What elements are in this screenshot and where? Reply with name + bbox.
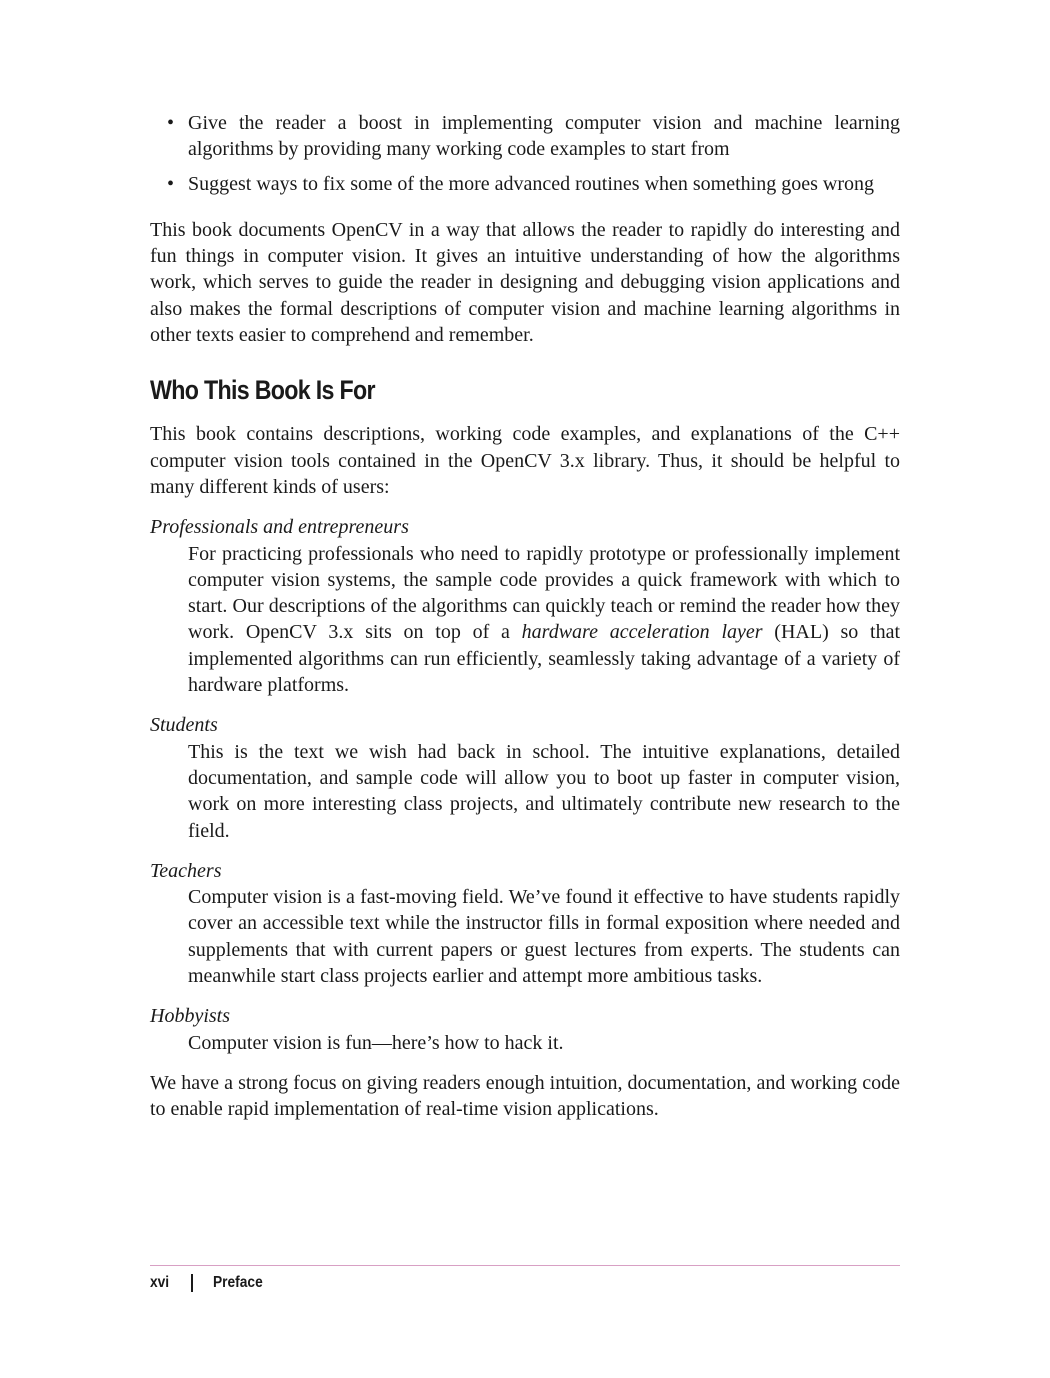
audience-description: Computer vision is a fast-moving field. We’ve found it effective to have students rapidly cover an accessible text while the instructor fills in formal exposition where needed and supplements that with current papers or guest lectures from experts. The students can meanwhile start class projects earlier and attempt more ambitious tasks. [188, 886, 900, 988]
audience-description-text: (HAL) so that implemented algorithms can run efficiently, seamlessly taking advantage of a variety of hardware platforms. [188, 621, 901, 697]
audience-term: Professionals and entrepreneurs [150, 516, 409, 539]
section-lead-paragraph: This book contains descriptions, working code examples, and explanations of the C++ computer vision tools contained in the OpenCV 3.x library. Thus, it should be helpful to many different kinds of users: [150, 423, 900, 498]
bullet-text: Give the reader a boost in implementing computer vision and machine learning algorithms by providing many working code examples to start from [188, 112, 900, 161]
audience-description: This is the text we wish had back in school. The intuitive explanations, detailed documentation, and sample code will allow you to boot up faster in computer vision, work on more interesting class projects, and ultimately contribute new research to the field. [188, 740, 900, 842]
audience-description [188, 541, 900, 699]
running-title: Preface [213, 1274, 263, 1291]
bullet-list [150, 110, 900, 197]
page-body [150, 110, 900, 1123]
list-item [150, 110, 900, 163]
page-footer [150, 1272, 271, 1294]
footer-divider [150, 1265, 900, 1266]
bullet-icon: • [167, 172, 175, 195]
closing-paragraph: We have a strong focus on giving readers enough intuition, documentation, and working code to enable rapid implementation of real-time vision applications. [150, 1071, 900, 1121]
audience-description-emphasis: hardware acceleration layer [521, 621, 763, 644]
list-item [150, 171, 900, 197]
section-heading: Who This Book Is For [150, 375, 375, 406]
page-number: xvi [150, 1274, 170, 1291]
audience-term: Hobbyists [150, 1005, 230, 1028]
audience-list [150, 514, 900, 1056]
audience-term: Teachers [150, 859, 222, 882]
intro-paragraph: This book documents OpenCV in a way that allows the reader to rapidly do interesting and fun things in computer vision. It gives an intuitive understanding of how the algorithms work, which serves to guide the reader in designing and debugging vision applications and also makes the formal descriptions of computer vision and machine learning algorithms in other texts easier to comprehend and remember. [150, 218, 900, 347]
audience-description-text: For practicing professionals who need to rapidly prototype or professionally implement computer vision systems, the sample code provides a quick framework with which to start. Our descriptions of the algorithms can quickly teach or remind the reader how they work. OpenCV 3.x sits on top of a [188, 542, 900, 644]
bullet-icon: • [167, 112, 175, 134]
bullet-text: Suggest ways to fix some of the more advanced routines when something goes wrong [188, 172, 874, 195]
footer-separator [191, 1274, 193, 1292]
audience-description: Computer vision is fun—here’s how to hack it. [188, 1031, 564, 1054]
audience-term: Students [150, 714, 218, 737]
